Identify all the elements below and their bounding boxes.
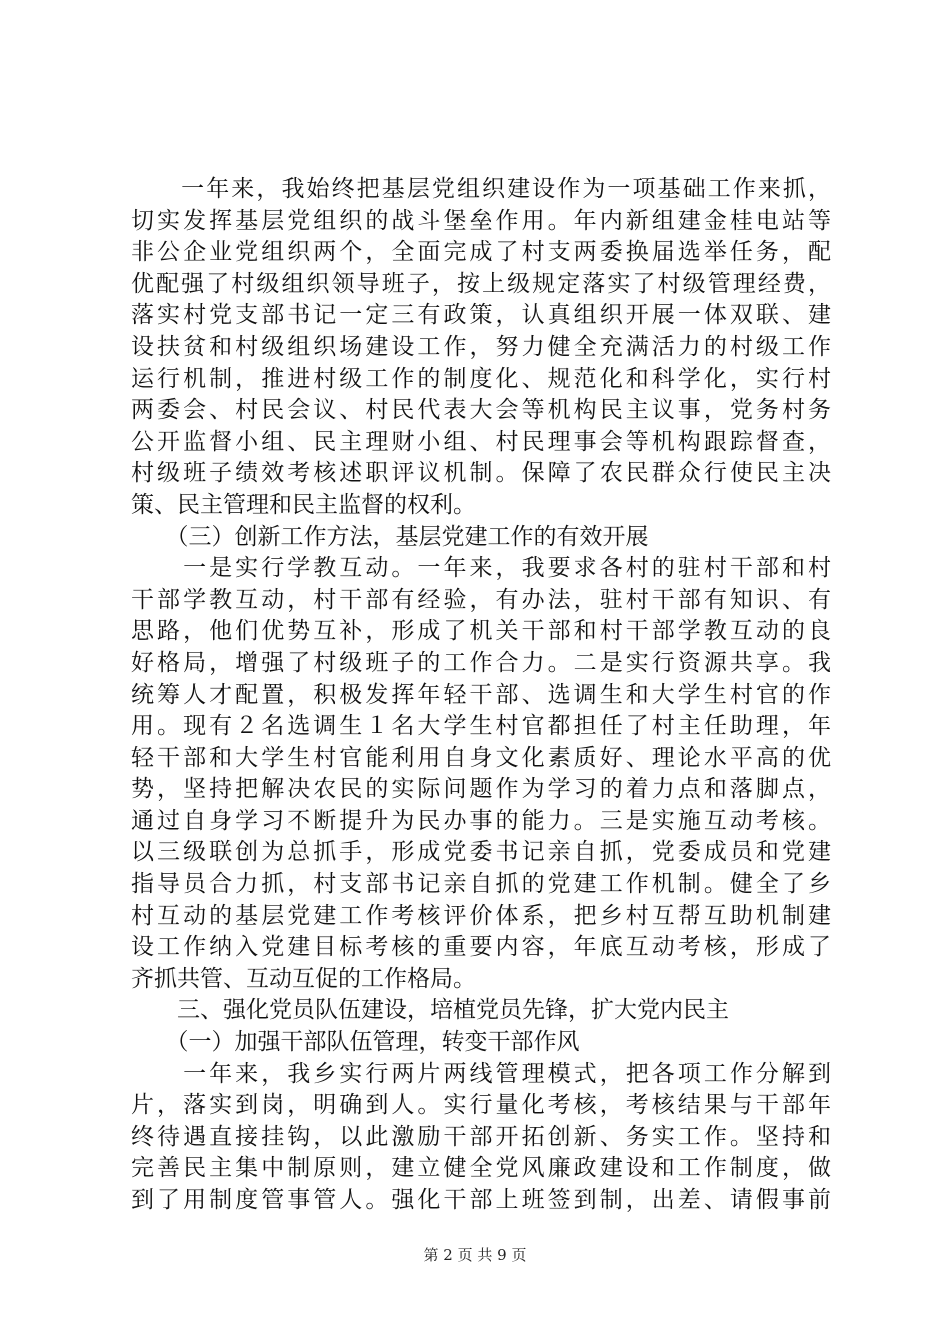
text-line: 片，落实到岗，明确到人。实行量化考核，考核结果与干部年 bbox=[131, 1092, 831, 1119]
text-line: 齐抓共管、互动互促的工作格局。 bbox=[131, 965, 476, 992]
text-line: 三、强化党员队伍建设，培植党员先锋，扩大党内民主 bbox=[131, 997, 729, 1024]
text-line: 两委会、村民会议、村民代表大会等机构民主议事，党务村务 bbox=[131, 397, 831, 424]
text-line: 非公企业党组织两个，全面完成了村支两委换届选举任务，配 bbox=[131, 239, 831, 266]
text-line: （三）创新工作方法，基层党建工作的有效开展 bbox=[131, 523, 649, 550]
text-line: 用。现有２名选调生１名大学生村官都担任了村主任助理，年 bbox=[131, 713, 831, 740]
text-line: 干部学教互动，村干部有经验，有办法，驻村干部有知识、有 bbox=[131, 586, 831, 613]
text-line: 指导员合力抓，村支部书记亲自抓的党建工作机制。健全了乡 bbox=[131, 871, 831, 898]
text-line: 优配强了村级组织领导班子，按上级规定落实了村级管理经费， bbox=[131, 270, 831, 297]
document-body bbox=[131, 174, 831, 1217]
page-footer: 第 2 页 共 9 页 bbox=[423, 1246, 527, 1264]
text-line: 通过自身学习不断提升为民办事的能力。三是实施互动考核。 bbox=[131, 807, 831, 834]
text-line: 设工作纳入党建目标考核的重要内容，年底互动考核，形成了 bbox=[131, 934, 831, 961]
text-line: （一）加强干部队伍管理，转变干部作风 bbox=[131, 1029, 580, 1056]
text-line: 好格局，增强了村级班子的工作合力。二是实行资源共享。我 bbox=[131, 649, 831, 676]
text-line: 一年来，我乡实行两片两线管理模式，把各项工作分解到 bbox=[131, 1060, 831, 1087]
text-line: 落实村党支部书记一定三有政策，认真组织开展一体双联、建 bbox=[131, 302, 831, 329]
text-line: 势，坚持把解决农民的实际问题作为学习的着力点和落脚点， bbox=[131, 776, 831, 803]
text-line: 策、民主管理和民主监督的权利。 bbox=[131, 491, 476, 518]
text-line: 轻干部和大学生村官能利用自身文化素质好、理论水平高的优 bbox=[131, 744, 831, 771]
text-line: 切实发挥基层党组织的战斗堡垒作用。年内新组建金桂电站等 bbox=[131, 207, 831, 234]
text-line: 一是实行学教互动。一年来，我要求各村的驻村干部和村 bbox=[131, 555, 831, 582]
text-line: 思路，他们优势互补，形成了机关干部和村干部学教互动的良 bbox=[131, 618, 831, 645]
text-line: 运行机制，推进村级工作的制度化、规范化和科学化，实行村 bbox=[131, 365, 831, 392]
text-line: 以三级联创为总抓手，形成党委书记亲自抓，党委成员和党建 bbox=[131, 839, 831, 866]
text-line: 村互动的基层党建工作考核评价体系，把乡村互帮互助机制建 bbox=[131, 902, 831, 929]
text-line: 设扶贫和村级组织场建设工作，努力健全充满活力的村级工作 bbox=[131, 333, 831, 360]
text-line: 公开监督小组、民主理财小组、村民理事会等机构跟踪督查， bbox=[131, 428, 831, 455]
text-line: 一年来，我始终把基层党组织建设作为一项基础工作来抓， bbox=[131, 176, 831, 202]
text-line: 到了用制度管事管人。强化干部上班签到制，出差、请假事前 bbox=[131, 1187, 831, 1213]
text-line: 终待遇直接挂钩，以此激励干部开拓创新、务实工作。坚持和 bbox=[131, 1123, 831, 1150]
text-line: 完善民主集中制原则，建立健全党风廉政建设和工作制度，做 bbox=[131, 1155, 831, 1182]
text-line: 村级班子绩效考核述职评议机制。保障了农民群众行使民主决 bbox=[131, 460, 831, 487]
text-line: 统筹人才配置，积极发挥年轻干部、选调生和大学生村官的作 bbox=[131, 681, 831, 708]
